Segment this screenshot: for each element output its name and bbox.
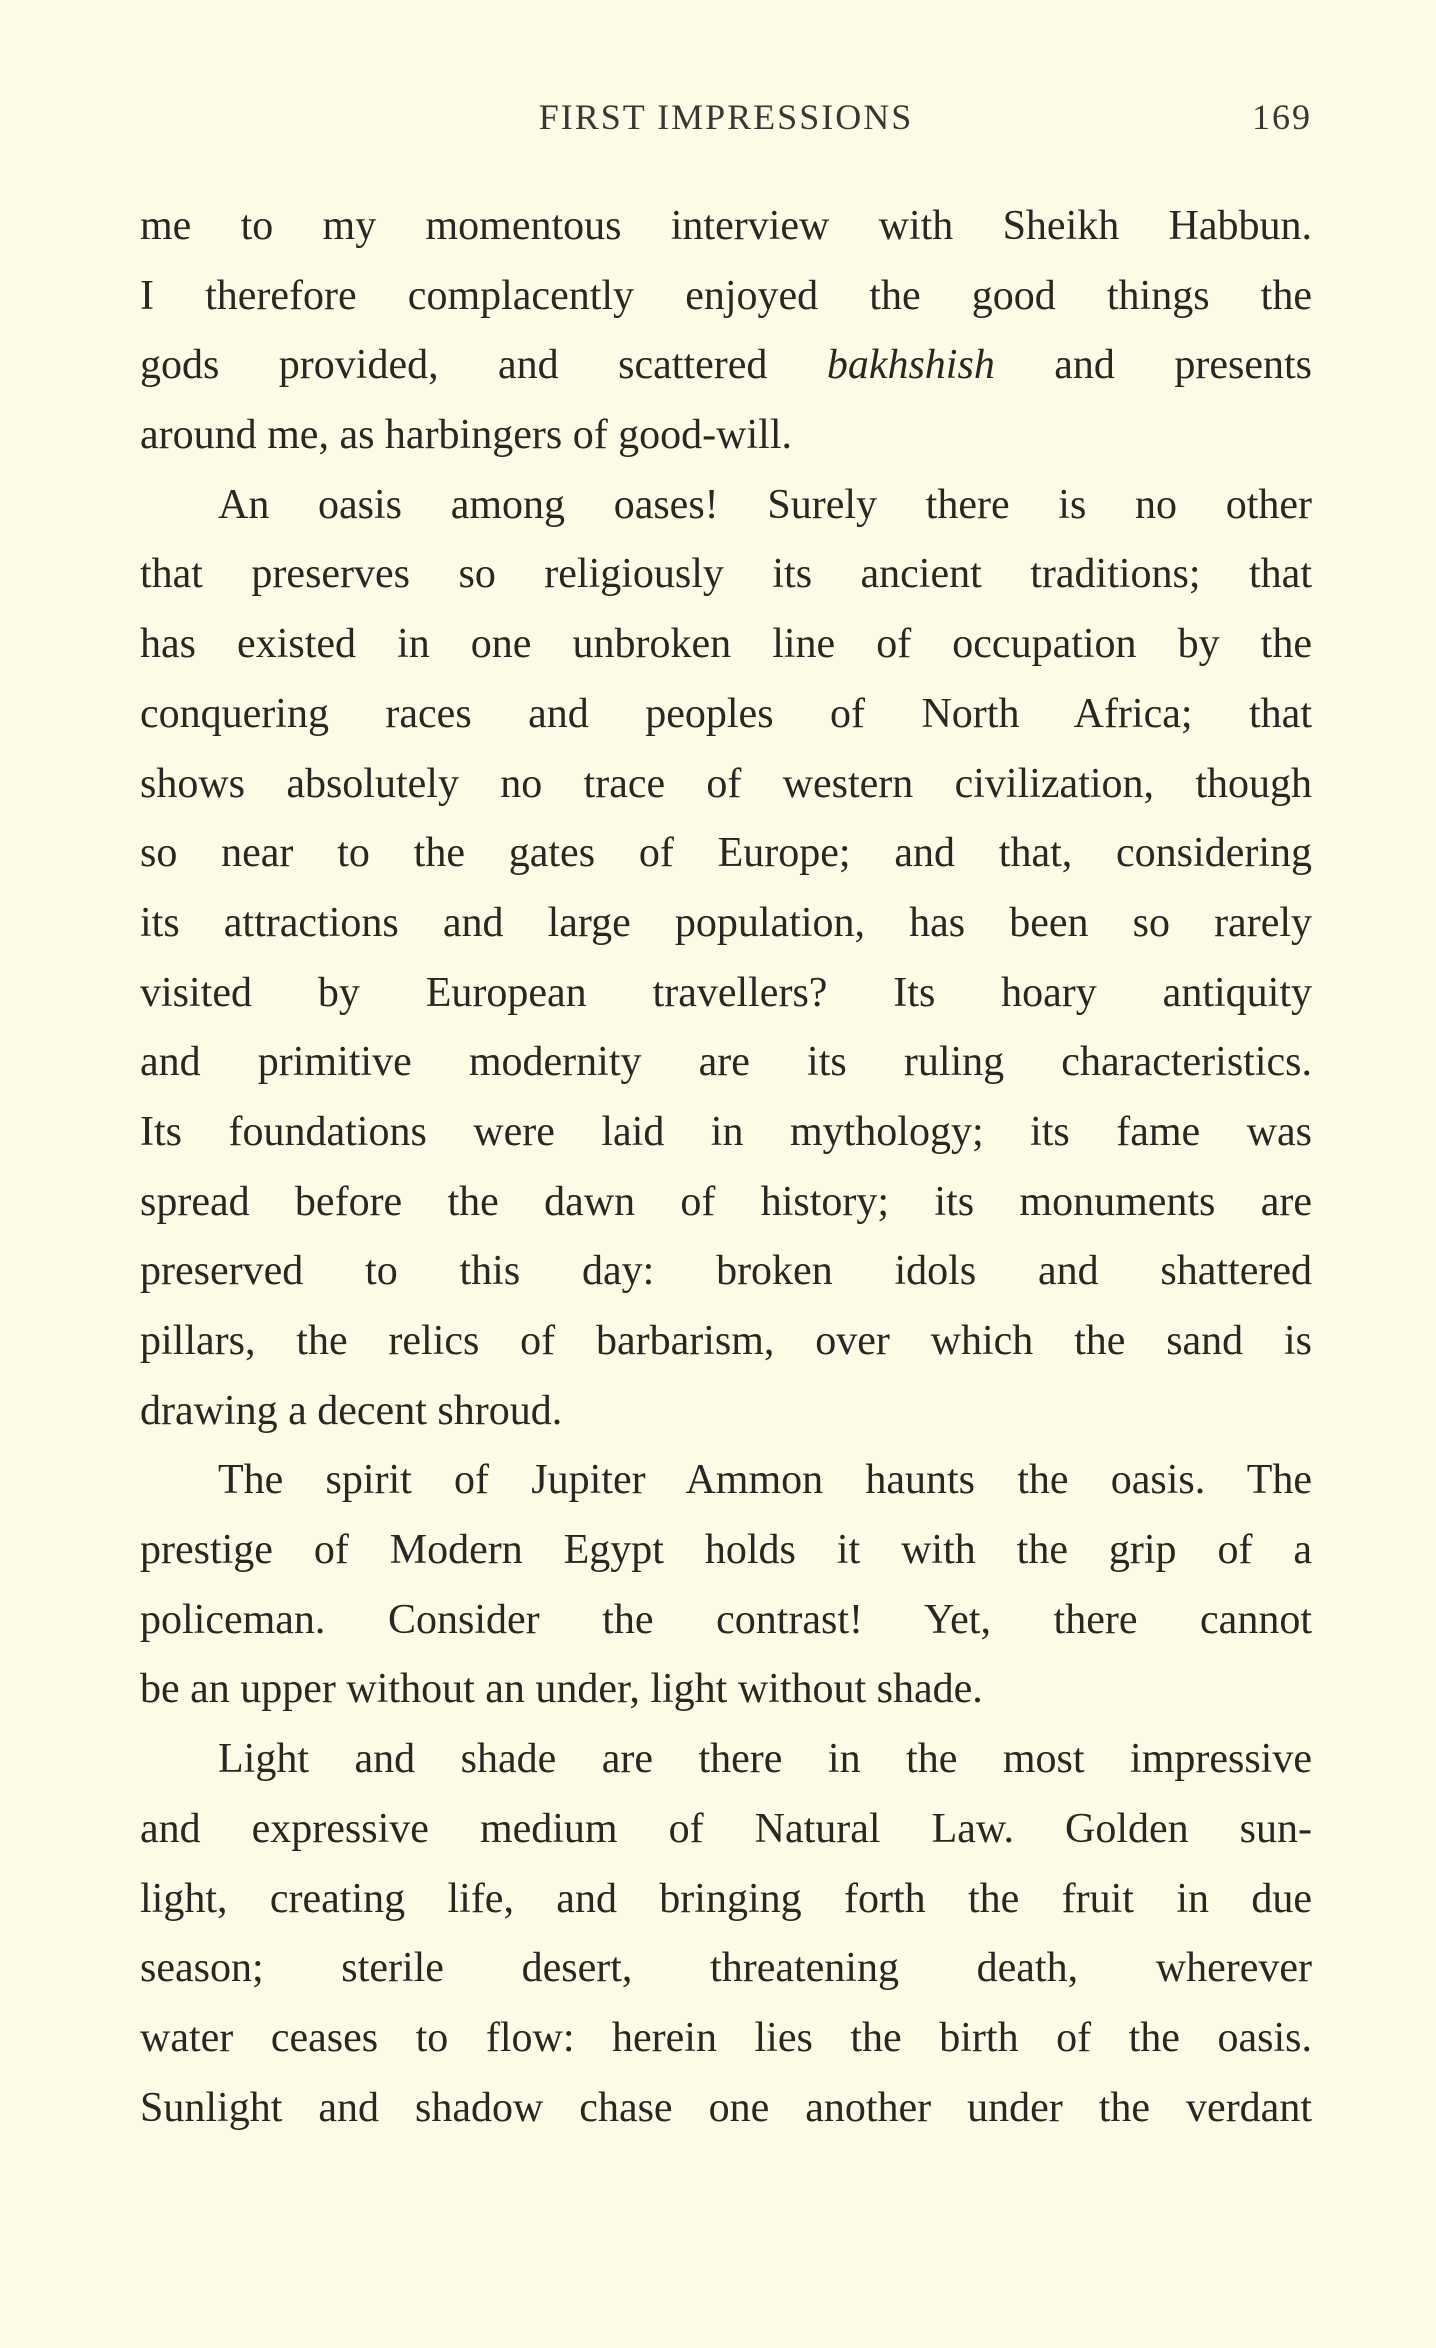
text-line: pillars, the relics of barbarism, over which the sand is bbox=[140, 1318, 1312, 1364]
text-line: light, creating life, and bringing forth the fruit in due bbox=[140, 1875, 1312, 1922]
body-text bbox=[140, 192, 1312, 2143]
text-line: drawing a decent shroud. bbox=[140, 1387, 563, 1434]
text-line: Sunlight and shadow chase one another under the verdant bbox=[140, 2084, 1312, 2131]
text-line: conquering races and peoples of North Africa; that bbox=[140, 690, 1312, 737]
text-line: and primitive modernity are its ruling characteristics. bbox=[140, 1039, 1312, 1086]
text-line: me to my momentous interview with Sheikh Habbun. bbox=[140, 203, 1312, 249]
text-line: and expressive medium of Natural Law. Golden sun- bbox=[140, 1805, 1312, 1852]
text-line: shows absolutely no trace of western civilization, though bbox=[140, 760, 1312, 807]
italic-word: bakhshish bbox=[826, 342, 995, 389]
text-line: prestige of Modern Egypt holds it with the grip of a bbox=[140, 1527, 1312, 1574]
text-line: Its foundations were laid in mythology; its fame was bbox=[140, 1108, 1312, 1155]
text-line: that preserves so religiously its ancient traditions; that bbox=[140, 551, 1312, 598]
text-line: be an upper without an under, light without shade. bbox=[140, 1666, 983, 1713]
text-line: so near to the gates of Europe; and that, considering bbox=[140, 830, 1312, 877]
text-line: its attractions and large population, has been so rarely bbox=[140, 899, 1312, 946]
text-line: has existed in one unbroken line of occupation by the bbox=[140, 621, 1312, 668]
text-line: season; sterile desert, threatening death, wherever bbox=[140, 1945, 1312, 1992]
text-segment: and presents bbox=[994, 342, 1312, 389]
running-head bbox=[140, 96, 1312, 146]
text-line: I therefore complacently enjoyed the good things the bbox=[140, 272, 1312, 319]
text-line: The spirit of Jupiter Ammon haunts the oasis. The bbox=[218, 1457, 1312, 1504]
text-line: An oasis among oases! Surely there is no other bbox=[218, 481, 1312, 528]
text-line: water ceases to flow: herein lies the birth of the oasis. bbox=[140, 2014, 1312, 2061]
text-segment: gods provided, and scattered bbox=[140, 342, 827, 389]
text-line: around me, as harbingers of good-will. bbox=[140, 412, 793, 459]
text-line: preserved to this day: broken idols and shattered bbox=[140, 1248, 1312, 1295]
text-line bbox=[140, 331, 1312, 401]
text-line: visited by European travellers? Its hoary antiquity bbox=[140, 969, 1312, 1016]
text-line: policeman. Consider the contrast! Yet, there cannot bbox=[140, 1596, 1312, 1643]
page-number: 169 bbox=[1252, 97, 1312, 137]
running-title: FIRST IMPRESSIONS bbox=[538, 97, 914, 137]
text-line: spread before the dawn of history; its monuments are bbox=[140, 1178, 1312, 1225]
text-line: Light and shade are there in the most impressive bbox=[218, 1736, 1312, 1783]
